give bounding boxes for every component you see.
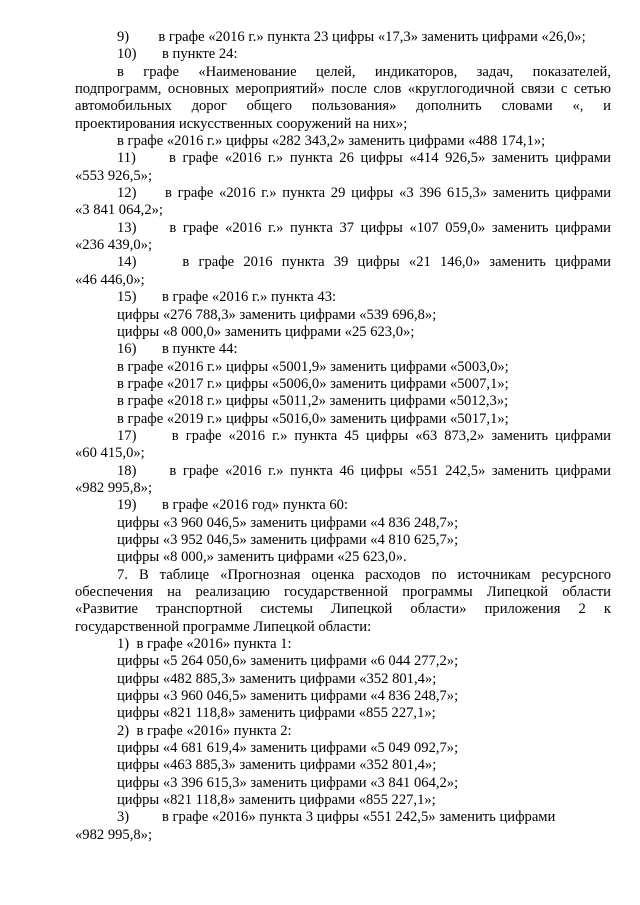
text-line: цифры «463 885,3» заменить цифрами «352 801,4»; [117,757,437,774]
text-line: 1) в графе «2016» пункта 1: [117,636,292,653]
text-line: цифры «482 885,3» заменить цифрами «352 801,4»; [117,670,437,687]
text-line: 7. В таблице «Прогнозная оценка расходов по источникам ресурсного [117,566,611,583]
text-line: «553 926,5»; [75,167,153,184]
text-line: 18) в графе «2016 г.» пункта 46 цифры «551 242,5» заменить цифрами [117,462,611,479]
text-line: 19) в графе «2016 год» пункта 60: [117,497,349,514]
text-line: цифры «4 681 619,4» заменить цифрами «5 049 092,7»; [117,740,459,757]
text-line: «3 841 064,2»; [75,202,163,219]
text-line: 14) в графе 2016 пункта 39 цифры «21 146,0» заменить цифрами [117,254,611,271]
text-line: цифры «3 952 046,5» заменить цифрами «4 810 625,7»; [117,531,459,548]
text-line: 10) в пункте 24: [117,46,238,63]
text-line: 11) в графе «2016 г.» пункта 26 цифры «414 926,5» заменить цифрами [117,150,611,167]
text-line: цифры «821 118,8» заменить цифрами «855 227,1»; [117,792,436,809]
text-line: 13) в графе «2016 г.» пункта 37 цифры «107 059,0» заменить цифрами [117,219,611,236]
text-line: цифры «8 000,» заменить цифрами «25 623,0». [117,549,407,566]
text-line: «46 446,0»; [75,271,145,288]
text-line: цифры «3 960 046,5» заменить цифрами «4 836 248,7»; [117,688,459,705]
text-line: 12) в графе «2016 г.» пункта 29 цифры «3 396 615,3» заменить цифрами [117,185,611,202]
text-line: проектирования искусственных сооружений на них»; [75,115,408,132]
text-line: 16) в пункте 44: [117,341,238,358]
text-line: в графе «Наименование целей, индикаторов, задач, показателей, [117,63,611,80]
text-line: 15) в графе «2016 г.» пункта 43: [117,289,337,306]
text-line: цифры «5 264 050,6» заменить цифрами «6 044 277,2»; [117,653,459,670]
text-line: «60 415,0»; [75,445,145,462]
text-line: автомобильных дорог общего пользования» дополнить словами «, и [75,98,611,115]
text-line: 17) в графе «2016 г.» пункта 45 цифры «63 873,2» заменить цифрами [117,427,611,444]
text-line: цифры «8 000,0» заменить цифрами «25 623,0»; [117,323,415,340]
text-line: в графе «2018 г.» цифры «5011,2» заменить цифрами «5012,3»; [117,393,509,410]
text-line: цифры «821 118,8» заменить цифрами «855 227,1»; [117,705,436,722]
text-line: «Развитие транспортной системы Липецкой области» приложения 2 к [75,601,611,618]
text-line: в графе «2016 г.» цифры «5001,9» заменить цифрами «5003,0»; [117,358,509,375]
text-line: государственной программе Липецкой области: [75,618,372,635]
text-line: цифры «276 788,3» заменить цифрами «539 696,8»; [117,306,437,323]
text-line: в графе «2019 г.» цифры «5016,0» заменить цифрами «5017,1»; [117,410,509,427]
text-line: цифры «3 960 046,5» заменить цифрами «4 836 248,7»; [117,514,459,531]
text-line: подпрограмм, основных мероприятий» после слов «круглогодичной связи с сетью [75,81,611,98]
text-line: цифры «3 396 615,3» заменить цифрами «3 841 064,2»; [117,774,459,791]
text-line: 9) в графе «2016 г.» пункта 23 цифры «17,3» заменить цифрами «26,0»; [117,29,586,45]
document-body [75,29,611,844]
text-line: 3) в графе «2016» пункта 3 цифры «551 242,5» заменить цифрами [117,809,556,826]
text-line: «982 995,8»; [75,479,153,496]
text-line: в графе «2016 г.» цифры «282 343,2» заменить цифрами «488 174,1»; [117,133,546,150]
text-line: 2) в графе «2016» пункта 2: [117,722,292,739]
text-line: обеспечения на реализацию государственной программы Липецкой области [75,584,611,600]
text-line: в графе «2017 г.» цифры «5006,0» заменить цифрами «5007,1»; [117,375,509,392]
text-line: «236 439,0»; [75,237,153,254]
text-line: «982 995,8»; [75,826,153,843]
